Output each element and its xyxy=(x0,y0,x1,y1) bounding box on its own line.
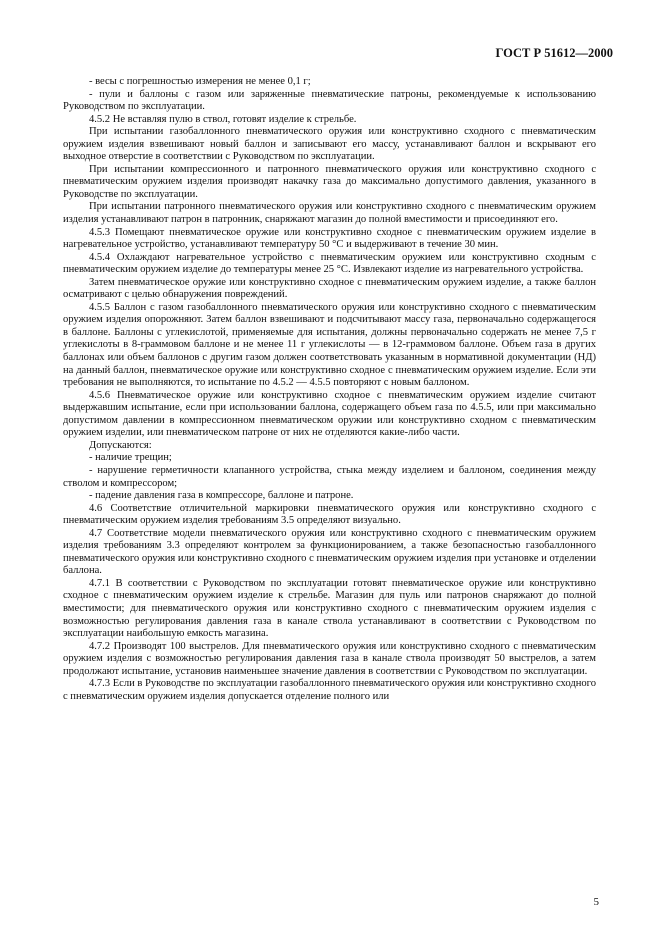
paragraph: 4.7 Соответствие модели пневматического оружия или конструктивно сходного с пневматическим оружием изделия требованиям 3.3 определяют контролем за функционированием, а также безопасностью газобаллонного пневматического оружия или конструктивно сходного с пневматическим оружием изделия при установке и отделении баллона. xyxy=(63,527,596,577)
paragraph: 4.5.5 Баллон с газом газобаллонного пневматического оружия или конструктивно сходного с пневматическим оружием изделия опорожняют. Затем баллон взвешивают и подсчитывают массу газа, первоначально содержащегося в баллоне. Баллоны с углекислотой, применяемые для испытания, должны первоначально содержать не менее 7,5 г углекислоты в 8-граммовом баллоне и не менее 11 г углекислоты — в 12-граммовом баллоне. Объем газа в других баллонах или объем баллонов с другим газом должен соответствовать указанным в нормативной документации (НД) на данный баллон, пневматическое оружие или конструктивно сходное с пневматическим оружием изделие. Если эти требования не выполняются, то испытание по 4.5.2 — 4.5.5 повторяют с новым баллоном. xyxy=(63,301,596,389)
paragraph: 4.7.2 Производят 100 выстрелов. Для пневматического оружия или конструктивно сходного с пневматическим оружием изделия с возможностью регулирования давления газа в канале ствола производят 50 выстрелов, а затем продолжают испытание, установив наименьшее значение давления в соответствии с Руководством по эксплуатации. xyxy=(63,640,596,677)
paragraph: 4.7.1 В соответствии с Руководством по эксплуатации готовят пневматическое оружие или конструктивно сходное с пневматическим оружием изделие к стрельбе. Магазин для пуль или патронов снаряжают до полной вместимости; для пневматического оружия или конструктивно сходного с пневматическим оружием изделия с возможностью регулирования давления газа в канале ствола устанавливают в соответствии с Руководством по эксплуатации наибольшую емкость магазина. xyxy=(63,577,596,640)
paragraph: При испытании патронного пневматического оружия или конструктивно сходного с пневматическим оружием изделия устанавливают патрон в патронник, снаряжают магазин до полной вместимости и присоединяют его. xyxy=(63,201,596,226)
page-number: 5 xyxy=(593,896,599,908)
paragraph: При испытании газобаллонного пневматического оружия или конструктивно сходного с пневматическим оружием изделия взвешивают новый баллон и записывают его массу, устанавливают баллон и вскрывают его выходное отверстие в соответствии с Руководством по эксплуатации. xyxy=(63,126,596,163)
paragraph: - падение давления газа в компрессоре, баллоне и патроне. xyxy=(89,490,354,502)
standard-header: ГОСТ Р 51612—2000 xyxy=(495,46,613,60)
paragraph: - наличие трещин; xyxy=(89,452,172,464)
paragraph: Допускаются: xyxy=(89,439,152,451)
paragraph: - нарушение герметичности клапанного устройства, стыка между изделием и баллоном, соединения между стволом и компрессором; xyxy=(63,464,596,489)
paragraph: При испытании компрессионного и патронного пневматического оружия или конструктивно сходного с пневматическим оружием изделия производят накачку газа до максимально допустимого давления, указанного в Руководстве по эксплуатации. xyxy=(63,163,596,200)
paragraph: 4.7.3 Если в Руководстве по эксплуатации газобаллонного пневматического оружия или конструктивно сходного с пневматическим оружием изделия допускается отделение полного или xyxy=(63,678,596,702)
paragraph: - весы с погрешностью измерения не менее 0,1 г; xyxy=(89,76,311,87)
paragraph: 4.5.6 Пневматическое оружие или конструктивно сходное с пневматическим оружием изделие считают выдержавшим испытание, если при использовании баллона, содержащего объем газа по 4.5.5, или при максимально допустимом давлении в компрессионном пневматическом оружии или конструктивно сходном с пневматическим оружием изделии, или пневматическом патроне от них не отделяются какие-либо части. xyxy=(63,389,596,439)
paragraph: 4.6 Соответствие отличительной маркировки пневматического оружия или конструктивно сходного с пневматическим оружием изделия требованиям 3.5 определяют визуально. xyxy=(63,502,596,527)
paragraph: 4.5.4 Охлаждают нагревательное устройство с пневматическим оружием или конструктивно сходным с пневматическим оружием изделие до температуры менее 25 °С. Извлекают изделие из нагревательного устройства. xyxy=(63,251,596,276)
paragraph: 4.5.3 Помещают пневматическое оружие или конструктивно сходное с пневматическим оружием изделие в нагревательное устройство, устанавливают температуру 50 °С и выдерживают в течение 30 мин. xyxy=(63,226,596,251)
document-body xyxy=(63,76,596,703)
paragraph: - пули и баллоны с газом или заряженные пневматические патроны, рекомендуемые к использованию Руководством по эксплуатации. xyxy=(63,88,596,113)
paragraph: Затем пневматическое оружие или конструктивно сходное с пневматическим оружием изделие, а также баллон осматривают с целью обнаружения повреждений. xyxy=(63,276,596,301)
paragraph: 4.5.2 Не вставляя пулю в ствол, готовят изделие к стрельбе. xyxy=(89,113,357,125)
